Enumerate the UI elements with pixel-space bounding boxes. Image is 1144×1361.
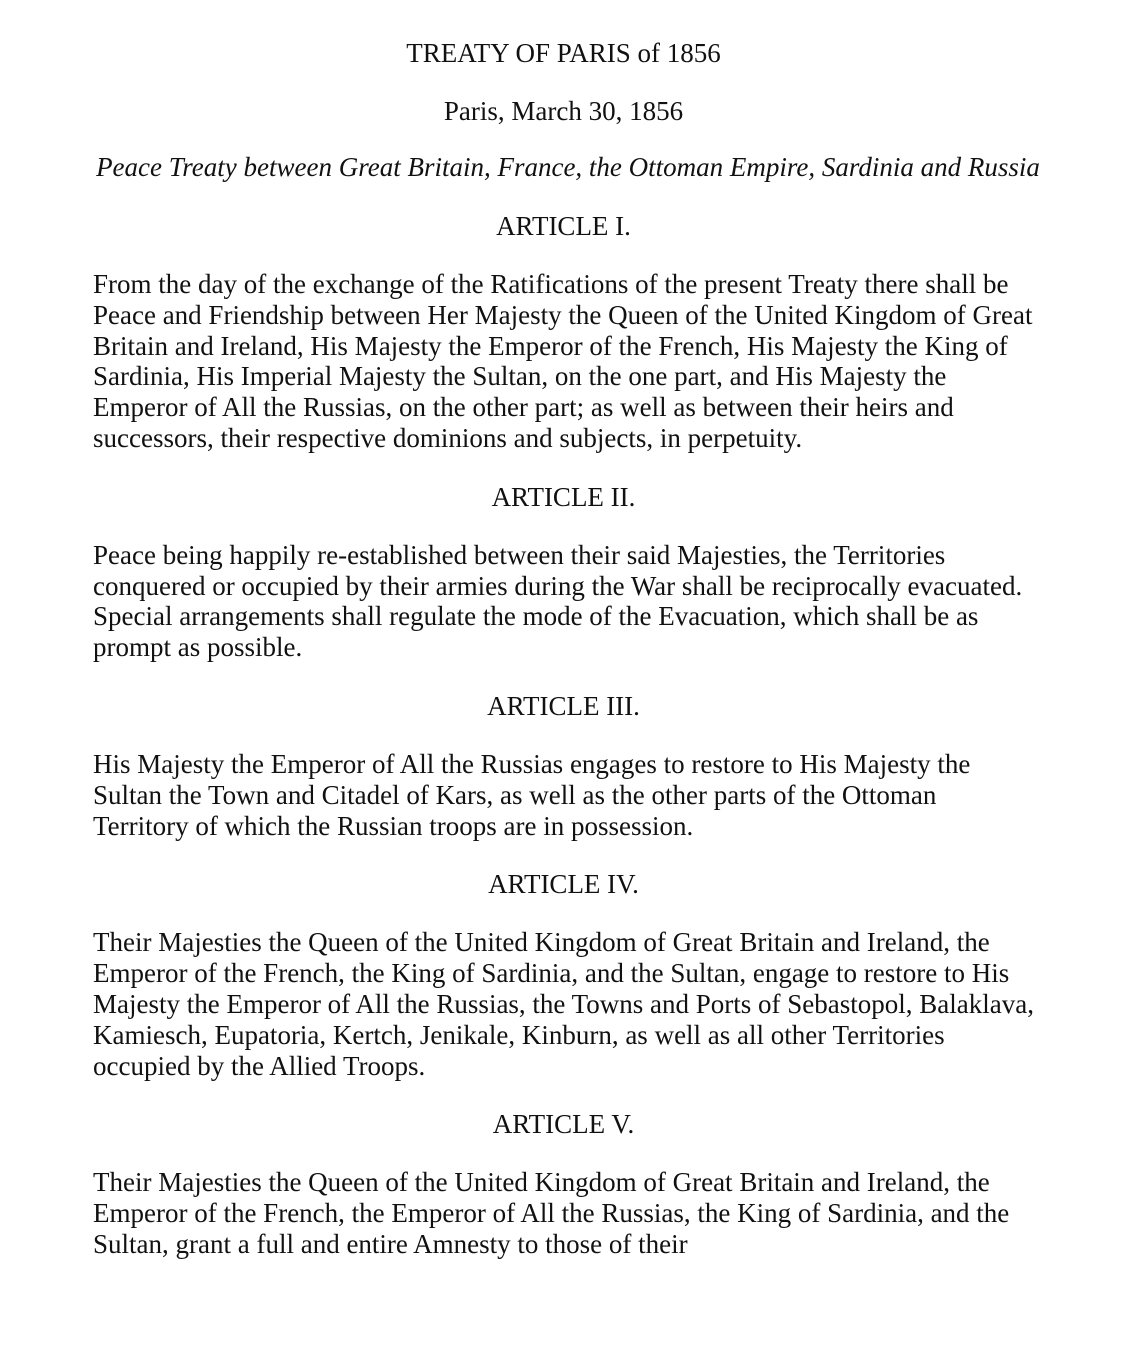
article-text: Peace being happily re-established between their said Majesties, the Territories conquered or occupied by their armies during the War shall be reciprocally evacuated. Special arrangements shall regulate the mode of the Evacuation, which shall be as prompt as possible.	[93, 539, 1023, 663]
article-1	[93, 209, 1034, 454]
article-text: Their Majesties the Queen of the United Kingdom of Great Britain and Ireland, the Emperor of the French, the King of Sardinia, and the Sultan, engage to restore to His Majesty the Emperor of All the Russias, the Towns and Ports of Sebastopol, Balaklava, Kamiesch, Eupatoria, Kertch, Jenikale, Kinburn, as well as all other Territories occupied by the Allied Troops.	[93, 927, 1034, 1081]
article-2	[93, 480, 1034, 663]
article-heading: ARTICLE IV.	[488, 869, 639, 900]
document-subtitle: Peace Treaty between Great Britain, France, the Ottoman Empire, Sardinia and Russia	[96, 152, 1040, 182]
article-4	[93, 867, 1034, 1081]
article-3	[93, 689, 1034, 841]
date-line: Paris, March 30, 1856	[443, 96, 684, 126]
article-heading: ARTICLE III.	[487, 690, 640, 721]
article-text: From the day of the exchange of the Ratifications of the present Treaty there shall be Peace and Friendship between Her Majesty the Queen of the United Kingdom of Great Britain and Ireland, His Majesty the Emperor of the French, His Majesty the King of Sardinia, His Imperial Majesty the Sultan, on the one part, and His Majesty the Emperor of All the Russias, on the other part; as well as between their heirs and successors, their respective dominions and subjects, in perpetuity.	[93, 269, 1033, 453]
article-text: His Majesty the Emperor of All the Russias engages to restore to His Majesty the Sultan the Town and Citadel of Kars, as well as the other parts of the Ottoman Territory of which the Russian troops are in possession.	[93, 748, 971, 841]
article-heading: ARTICLE I.	[496, 211, 631, 241]
document-title: TREATY OF PARIS of 1856	[406, 38, 721, 68]
article-text: Their Majesties the Queen of the United Kingdom of Great Britain and Ireland, the Emperor of the French, the Emperor of All the Russias, the King of Sardinia, and the Sultan, grant a full and entire Amnesty to those of their	[93, 1167, 1010, 1259]
article-heading: ARTICLE V.	[492, 1109, 635, 1140]
article-heading: ARTICLE II.	[491, 481, 636, 512]
article-5	[93, 1107, 1034, 1259]
